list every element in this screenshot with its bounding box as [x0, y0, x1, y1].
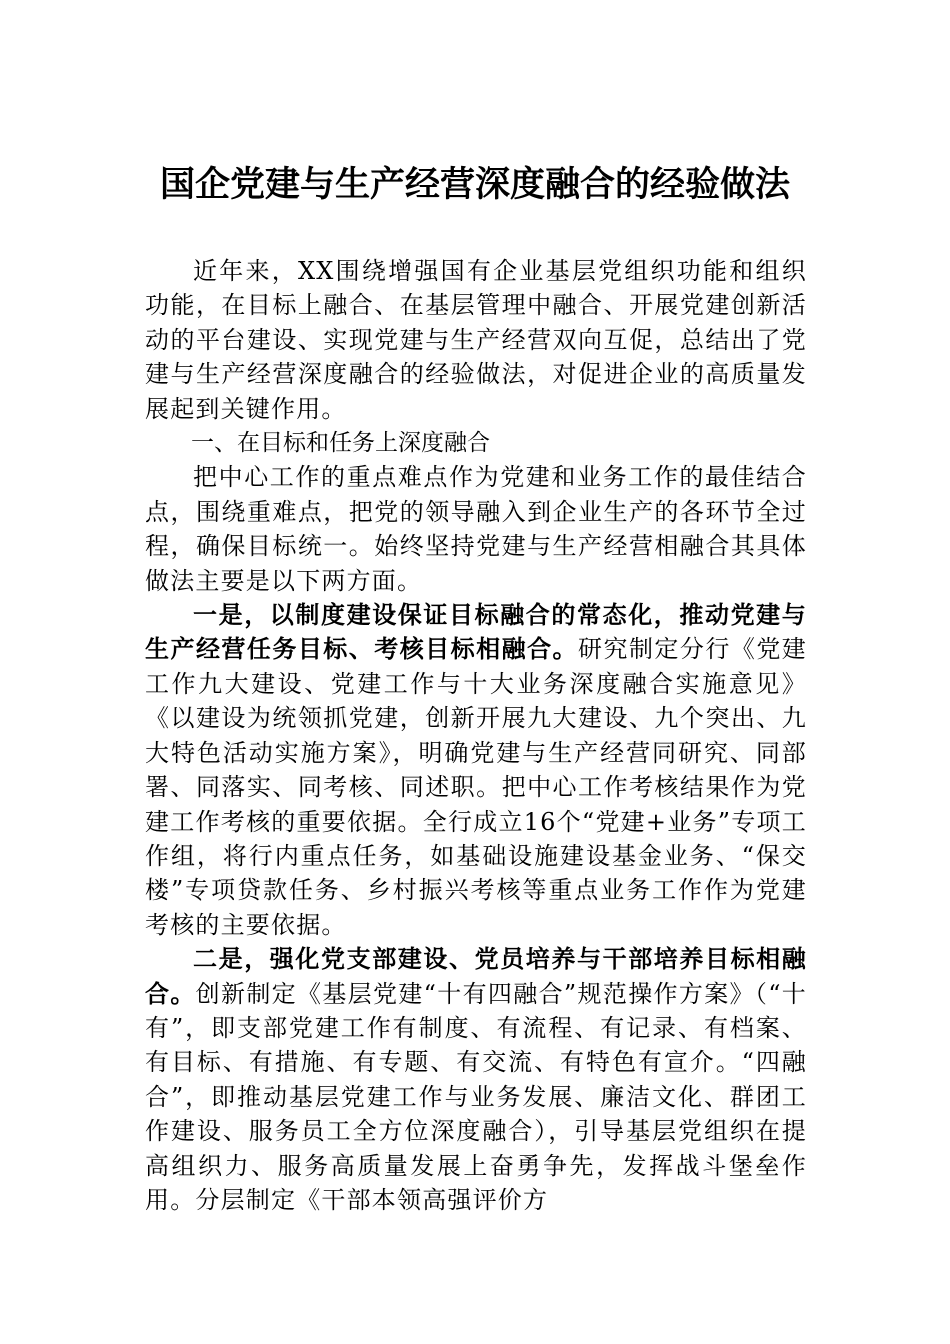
point-1-paragraph — [145, 598, 807, 942]
point-2-lead: 二是，强化党支部建设、党员培养与干部培养目标相融合。 — [145, 944, 807, 1008]
section-1-paragraph: 把中心工作的重点难点作为党建和业务工作的最佳结合点，围绕重难点，把党的领导融入到企业生产的各环节全过程，确保目标统一。始终坚持党建与生产经营相融合其具体做法主要是以下两方面。 — [145, 463, 807, 595]
document-title: 国企党建与生产经营深度融合的经验做法 — [159, 164, 790, 205]
point-1-text: 研究制定分行《党建工作九大建设、党建工作与十大业务深度融合实施意见》《以建设为统领抓党建，创新开展九大建设、九个突出、九大特色活动实施方案》，明确党建与生产经营同研究、同部署、同落实、同考核、同述职。把中心工作考核结果作为党建工作考核的重要依据。全行成立16个“党建+业务”专项工作组，将行内重点任务，如基础设施建设基金业务、“保交楼”专项贷款任务、乡村振兴考核等重点业务工作作为党建考核的主要依据。 — [145, 635, 807, 939]
section-heading-1: 一、在目标和任务上深度融合 — [191, 430, 490, 457]
point-1-lead: 一是，以制度建设保证目标融合的常态化，推动党建与生产经营任务目标、考核目标相融合。 — [145, 600, 807, 664]
document-body — [145, 254, 807, 1217]
point-2-paragraph — [145, 942, 807, 1217]
point-2-text: 创新制定《基层党建“十有四融合”规范操作方案》（“十有”，即支部党建工作有制度、有流程、有记录、有档案、有目标、有措施、有专题、有交流、有特色有宣介。“四融合”，即推动基层党建工作与业务发展、廉洁文化、群团工作建设、服务员工全方位深度融合），引导基层党组织在提高组织力、服务高质量发展上奋勇争先，发挥战斗堡垒作用。分层制定《干部本领高强评价方 — [145, 979, 807, 1214]
intro-paragraph: 近年来，XX围绕增强国有企业基层党组织功能和组织功能，在目标上融合、在基层管理中融合、开展党建创新活动的平台建设、实现党建与生产经营双向互促，总结出了党建与生产经营深度融合的经验做法，对促进企业的高质量发展起到关键作用。 — [145, 257, 807, 423]
